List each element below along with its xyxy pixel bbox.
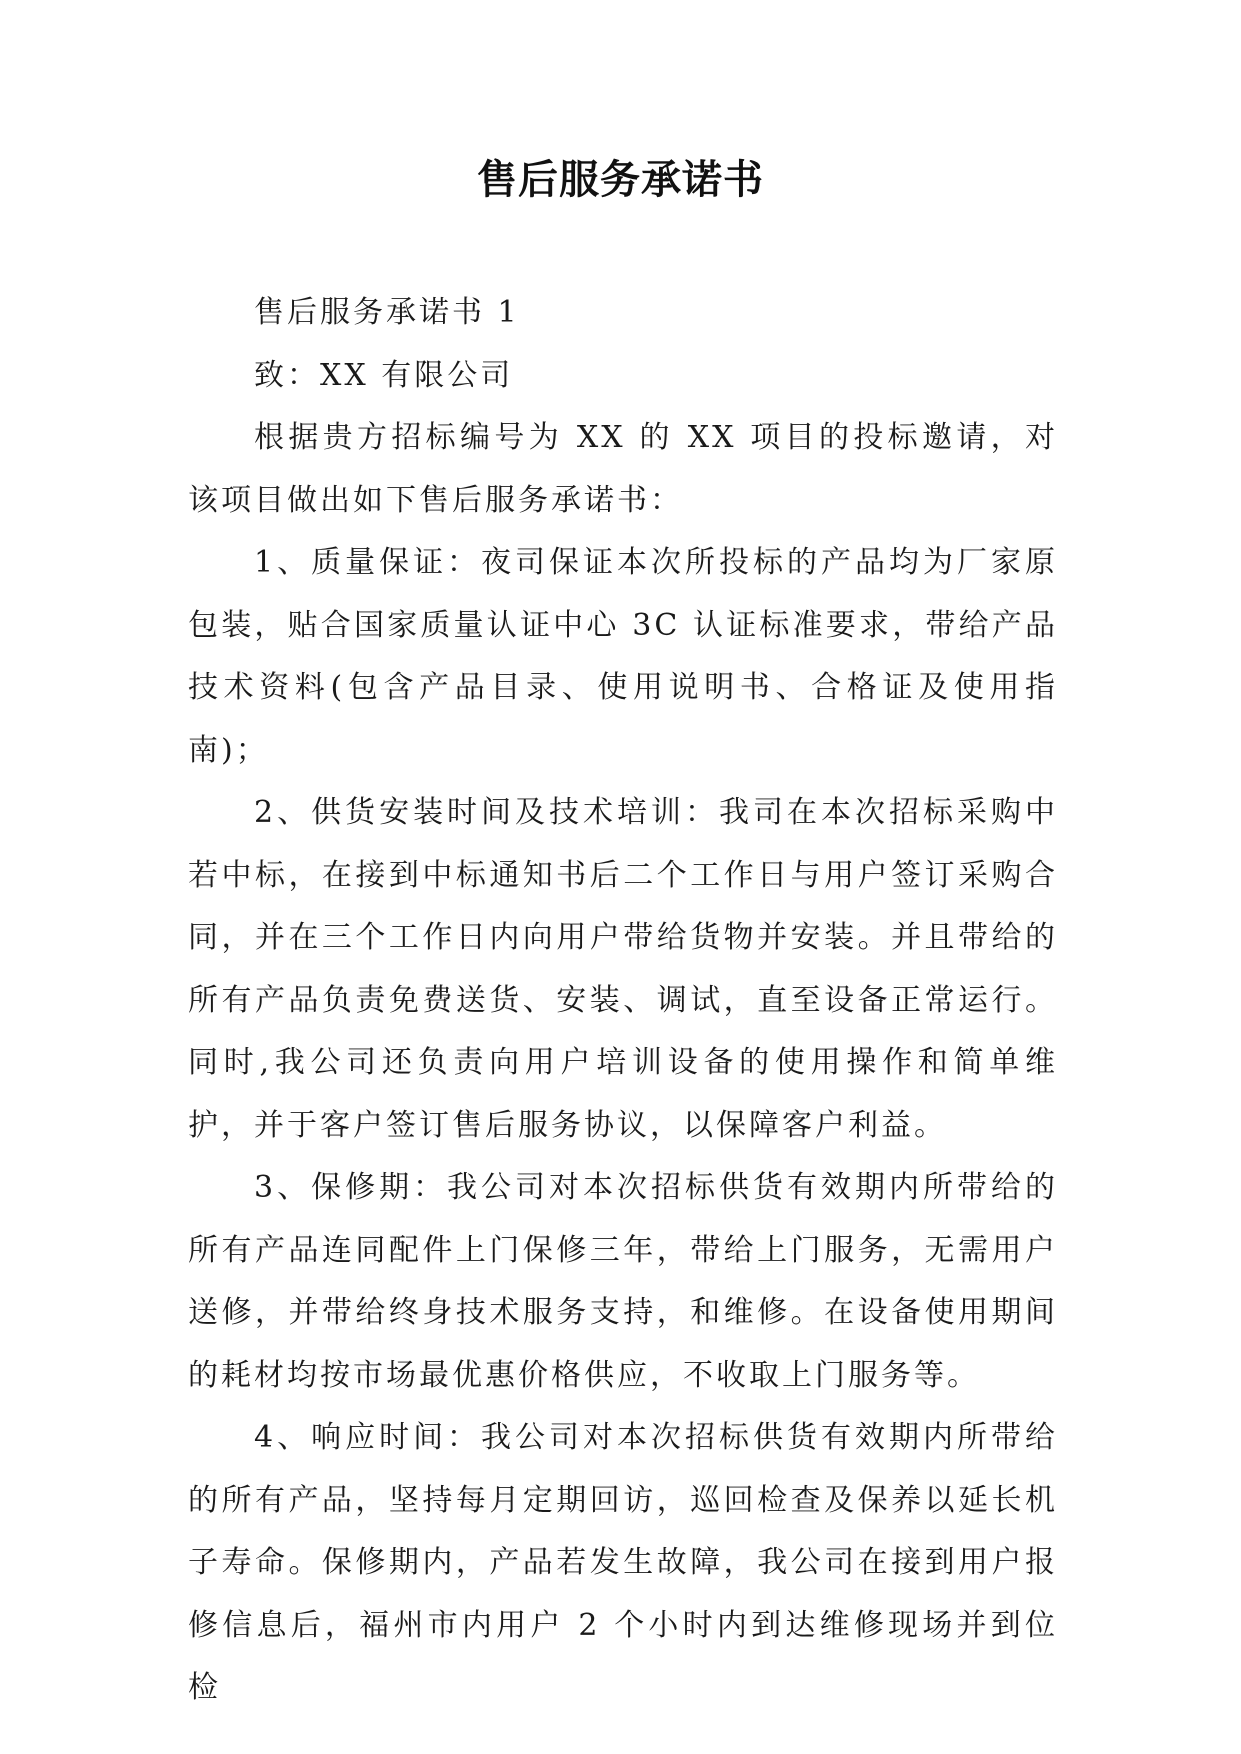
document-body [188, 282, 1058, 1720]
paragraph-response-time: 4、响应时间：我公司对本次招标供货有效期内所带给的所有产品，坚持每月定期回访，巡回检查及保养以延长机子寿命。保修期内，产品若发生故障，我公司在接到用户报修信息后，福州市内用户 2 个小时内到达维修现场并到位检 [188, 1420, 1058, 1705]
paragraph-subtitle: 售后服务承诺书 1 [254, 295, 520, 330]
paragraph-intro: 根据贵方招标编号为 XX 的 XX 项目的投标邀请，对该项目做出如下售后服务承诺书： [188, 420, 1058, 518]
paragraph-delivery-training: 2、供货安装时间及技术培训：我司在本次招标采购中若中标，在接到中标通知书后二个工作日与用户签订采购合同，并在三个工作日内向用户带给货物并安装。并且带给的所有产品负责免费送货、安装、调试，直至设备正常运行。同时,我公司还负责向用户培训设备的使用操作和简单维护，并于客户签订售后服务协议，以保障客户利益。 [188, 795, 1058, 1143]
document-title: 售后服务承诺书 [477, 156, 764, 203]
paragraph-warranty-period: 3、保修期：我公司对本次招标供货有效期内所带给的所有产品连同配件上门保修三年，带给上门服务，无需用户送修，并带给终身技术服务支持，和维修。在设备使用期间的耗材均按市场最优惠价格供应，不收取上门服务等。 [188, 1170, 1058, 1393]
paragraph-addressee: 致：XX 有限公司 [254, 357, 514, 393]
paragraph-quality-guarantee: 1、质量保证：夜司保证本次所投标的产品均为厂家原包装，贴合国家质量认证中心 3C 认证标准要求，带给产品技术资料(包含产品目录、使用说明书、合格证及使用指南)； [188, 545, 1058, 768]
